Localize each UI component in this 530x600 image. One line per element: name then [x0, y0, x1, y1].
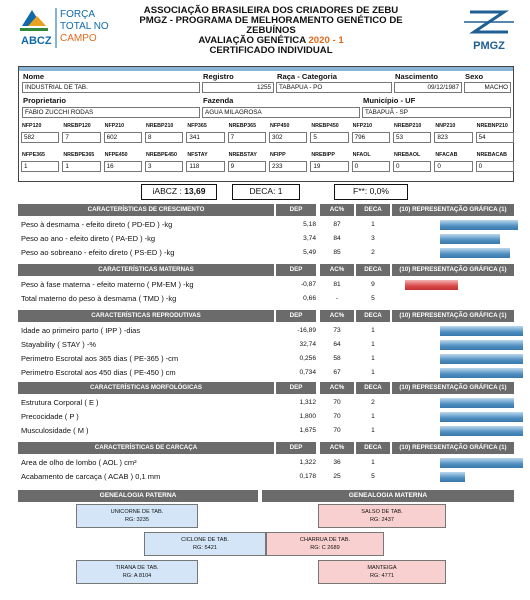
paternal-grandsire: UNICORNE DE TAB. RG: 3235: [76, 504, 198, 528]
trait-accuracy: 85: [333, 249, 341, 256]
count-label: NREBPE450: [146, 152, 177, 158]
nascimento-value: 09/12/1987: [394, 82, 462, 93]
trait-accuracy: 70: [333, 399, 341, 406]
trait-deca: 1: [371, 427, 375, 434]
proprietario-label: Proprietario: [23, 96, 67, 105]
association-name: ASSOCIAÇÃO BRASILEIRA DOS CRIADORES DE ZEBU: [143, 5, 399, 16]
count-value: 602: [104, 132, 142, 143]
trait-bar-positive: [440, 234, 500, 244]
trait-dep: 0,256: [299, 355, 316, 362]
trait-bar-positive: [440, 426, 523, 436]
trait-dep: 3,74: [303, 235, 316, 242]
dep-header: DEP: [276, 204, 316, 216]
trait-dep: 5,18: [303, 221, 316, 228]
ac-header: AC%: [320, 382, 354, 394]
trait-row: [18, 292, 514, 306]
section-header: [18, 310, 514, 322]
abcz-emblem-icon: [20, 10, 48, 31]
trait-deca: 5: [371, 295, 375, 302]
svg-text:PMGZ: PMGZ: [473, 40, 505, 52]
trait-row: [18, 352, 514, 366]
dep-header: DEP: [276, 310, 316, 322]
count-label: NNP210: [435, 123, 456, 129]
count-value: 823: [434, 132, 472, 143]
registro-value: 1255: [202, 82, 274, 93]
count-value: 16: [104, 161, 142, 172]
svg-text:CAMPO: CAMPO: [60, 33, 97, 44]
fazenda-value: AGUA MILAGROSA: [202, 107, 360, 118]
trait-deca: 2: [371, 399, 375, 406]
proprietario-value: FABIO ZUCCHI RODAS: [22, 107, 200, 118]
trait-deca: 5: [371, 473, 375, 480]
dep-header: DEP: [276, 382, 316, 394]
trait-deca: 1: [371, 413, 375, 420]
evaluation-title: AVALIAÇÃO GENÉTICA 2020 - 1: [198, 35, 344, 46]
count-label: NFIPP: [270, 152, 286, 158]
trait-name: Precocidade ( P ): [21, 412, 79, 421]
count-value: 54: [476, 132, 514, 143]
ac-header: AC%: [320, 310, 354, 322]
dep-header: DEP: [276, 442, 316, 454]
trait-name: Area de olho de lombo ( AOL ) cm²: [21, 458, 137, 467]
section-header: [18, 382, 514, 394]
trait-row: [18, 278, 514, 292]
count-label: NFPE450: [104, 152, 128, 158]
count-label: NFP120: [22, 123, 42, 129]
trait-accuracy: 58: [333, 355, 341, 362]
trait-dep: 5,49: [303, 249, 316, 256]
trait-dep: -0,87: [300, 281, 316, 288]
trait-dep: 0,734: [299, 369, 316, 376]
count-value: 0: [476, 161, 514, 172]
animal-info-panel: [18, 66, 514, 182]
trait-row: [18, 246, 514, 260]
trait-deca: 3: [371, 235, 375, 242]
dam: CHARRUA DE TAB. RG: C 2689: [266, 532, 384, 556]
trait-bar-positive: [440, 220, 518, 230]
count-value: 0: [393, 161, 431, 172]
accent-bar: [19, 67, 513, 71]
sexo-label: Sexo: [465, 72, 484, 81]
count-label: NFP210: [352, 123, 373, 129]
section-title: CARACTERÍSTICAS DE CARCAÇA: [18, 442, 274, 454]
certificate-header: [116, 6, 426, 56]
municipio-value: TABAPUÃ - SP: [362, 107, 511, 118]
deca-header: DECA: [356, 382, 390, 394]
svg-text:TOTAL NO: TOTAL NO: [60, 21, 109, 32]
trait-row: [18, 232, 514, 246]
genealogy-paternal-header: GENEALOGIA PATERNA: [18, 490, 258, 502]
abcz-logo: [18, 4, 118, 50]
svg-text:FORÇA: FORÇA: [60, 9, 95, 20]
genealogy-maternal-header: GENEALOGIA MATERNA: [262, 490, 514, 502]
count-value: 7: [62, 132, 100, 143]
count-value: 796: [352, 132, 390, 143]
trait-name: Idade ao primeiro parto ( IPP ) -dias: [21, 326, 141, 335]
ac-header: AC%: [320, 442, 354, 454]
trait-accuracy: 70: [333, 427, 341, 434]
certificate-title: CERTIFICADO INDIVIDUAL: [209, 45, 333, 56]
trait-row: [18, 338, 514, 352]
graph-header: (10) REPRESENTAÇÃO GRÁFICA (1): [392, 442, 514, 454]
abcz-wordmark: ABCZ: [21, 35, 52, 47]
registro-label: Registro: [203, 72, 234, 81]
trait-name: Estrutura Corporal ( E ): [21, 398, 99, 407]
count-label: NFPE365: [22, 152, 45, 158]
trait-dep: 1,322: [299, 459, 316, 466]
count-label: NFACAB: [435, 152, 458, 158]
trait-name: Musculosidade ( M ): [21, 426, 89, 435]
raca-value: TABAPUA - PO: [276, 82, 392, 93]
trait-row: [18, 324, 514, 338]
trait-accuracy: 25: [333, 473, 341, 480]
count-value: 302: [269, 132, 307, 143]
raca-label: Raça - Categoria: [277, 72, 337, 81]
trait-bar-positive: [440, 472, 465, 482]
count-value: 9: [228, 161, 266, 172]
trait-dep: 32,74: [299, 341, 316, 348]
section-header: [18, 204, 514, 216]
name-label: Nome: [23, 72, 45, 81]
trait-name: Total materno do peso à desmama ( TMD ) -kg: [21, 294, 177, 303]
paternal-granddam: TIRANA DE TAB. RG: A 8104: [76, 560, 198, 584]
trait-bar-positive: [440, 326, 523, 336]
trait-accuracy: 73: [333, 327, 341, 334]
section-header: [18, 442, 514, 454]
count-value: 1: [21, 161, 59, 172]
trait-row: [18, 424, 514, 438]
count-label: NREBACAB: [476, 152, 507, 158]
graph-header: (10) REPRESENTAÇÃO GRÁFICA (1): [392, 382, 514, 394]
trait-bar-positive: [440, 398, 514, 408]
trait-bar-positive: [440, 368, 523, 378]
trait-accuracy: 84: [333, 235, 341, 242]
section-title: CARACTERÍSTICAS REPRODUTIVAS: [18, 310, 274, 322]
graph-header: (10) REPRESENTAÇÃO GRÁFICA (1): [392, 204, 514, 216]
deca-summary: DECA: 1: [232, 184, 300, 200]
trait-dep: 1,312: [299, 399, 316, 406]
name-value: INDUSTRIAL DE TAB.: [22, 82, 200, 93]
trait-dep: 1,800: [299, 413, 316, 420]
trait-row: [18, 470, 514, 484]
count-label: NREBAOL: [394, 152, 421, 158]
trait-deca: 1: [371, 221, 375, 228]
trait-row: [18, 366, 514, 380]
count-label: NREBP120: [63, 123, 91, 129]
count-label: NREBP450: [311, 123, 339, 129]
count-label: NREBSTAY: [228, 152, 257, 158]
trait-bar-positive: [440, 354, 523, 364]
sexo-value: MACHO: [464, 82, 511, 93]
program-name: PMGZ - PROGRAMA DE MELHORAMENTO GENÉTICO DE ZEBUÍNOS: [139, 15, 403, 36]
trait-name: Peso à fase materna - efeito materno ( PM-EM ) -kg: [21, 280, 194, 289]
trait-accuracy: 36: [333, 459, 341, 466]
pmgz-logo: [460, 6, 518, 52]
fazenda-label: Fazenda: [203, 96, 234, 105]
section-title: CARACTERÍSTICAS MORFOLÓGICAS: [18, 382, 274, 394]
trait-deca: 1: [371, 459, 375, 466]
trait-accuracy: 70: [333, 413, 341, 420]
deca-header: DECA: [356, 310, 390, 322]
deca-header: DECA: [356, 442, 390, 454]
count-label: NFP210: [104, 123, 125, 129]
trait-accuracy: 64: [333, 341, 341, 348]
count-label: NREBP365: [228, 123, 257, 129]
trait-name: Peso ao ano - efeito direto ( PA-ED ) -kg: [21, 234, 156, 243]
section-title: CARACTERÍSTICAS DE CRESCIMENTO: [18, 204, 274, 216]
count-label: NFAOL: [352, 152, 371, 158]
count-value: 19: [310, 161, 348, 172]
ac-header: AC%: [320, 204, 354, 216]
count-value: 53: [393, 132, 431, 143]
trait-deca: 1: [371, 341, 375, 348]
trait-accuracy: -: [335, 295, 339, 302]
count-value: 7: [228, 132, 266, 143]
trait-dep: 1,675: [299, 427, 316, 434]
trait-bar-positive: [440, 340, 523, 350]
trait-deca: 1: [371, 369, 375, 376]
trait-name: Perimetro Escrotal aos 365 dias ( PE-365 ) -cm: [21, 354, 179, 363]
sire: CICLONE DE TAB. RG: 5421: [144, 532, 266, 556]
count-value: 3: [145, 161, 183, 172]
trait-dep: -16,89: [297, 327, 316, 334]
count-value: 233: [269, 161, 307, 172]
deca-header: DECA: [356, 264, 390, 276]
inbreeding-summary: F**: 0,0%: [334, 184, 408, 200]
pmgz-emblem-icon: [464, 12, 514, 32]
trait-name: Peso ao sobreano - efeito direto ( PS-ED ) -kg: [21, 248, 175, 257]
section-header: [18, 264, 514, 276]
trait-row: [18, 218, 514, 232]
trait-name: Acabamento de carcaça ( ACAB ) 0,1 mm: [21, 472, 161, 481]
ac-header: AC%: [320, 264, 354, 276]
maternal-granddam: MANTEIGA RG: 4771: [318, 560, 446, 584]
graph-header: (10) REPRESENTAÇÃO GRÁFICA (1): [392, 310, 514, 322]
maternal-grandsire: SALSO DE TAB. RG: 2437: [318, 504, 446, 528]
trait-accuracy: 67: [333, 369, 341, 376]
count-label: NFP365: [187, 123, 207, 129]
count-value: 1: [62, 161, 100, 172]
trait-name: Stayability ( STAY ) -%: [21, 340, 97, 349]
iabcz-index: iABCZ : 13,69: [141, 184, 217, 200]
municipio-label: Município - UF: [363, 96, 416, 105]
section-title: CARACTERÍSTICAS MATERNAS: [18, 264, 274, 276]
count-label: NREBPE365: [63, 152, 95, 158]
count-value: 582: [21, 132, 59, 143]
count-label: NREBNP210: [476, 123, 508, 129]
trait-deca: 2: [371, 249, 375, 256]
count-label: NREBP210: [394, 123, 422, 129]
count-label: NFSTAY: [187, 152, 208, 158]
count-value: 8: [145, 132, 183, 143]
trait-deca: 1: [371, 355, 375, 362]
trait-row: [18, 456, 514, 470]
trait-bar-positive: [440, 458, 523, 468]
trait-row: [18, 410, 514, 424]
nascimento-label: Nascimento: [395, 72, 439, 81]
trait-bar-positive: [440, 248, 510, 258]
dep-header: DEP: [276, 264, 316, 276]
trait-deca: 1: [371, 327, 375, 334]
trait-bar-negative: [405, 280, 458, 290]
count-value: 0: [434, 161, 472, 172]
count-value: 118: [186, 161, 224, 172]
count-value: 0: [352, 161, 390, 172]
trait-name: Peso à desmama - efeito direto ( PD-ED ) -kg: [21, 220, 173, 229]
trait-bar-positive: [440, 412, 523, 422]
trait-deca: 9: [371, 281, 375, 288]
count-label: NREBIPP: [311, 152, 335, 158]
count-value: 341: [186, 132, 224, 143]
graph-header: (10) REPRESENTAÇÃO GRÁFICA (1): [392, 264, 514, 276]
count-label: NREBP210: [146, 123, 174, 129]
trait-dep: 0,66: [303, 295, 316, 302]
count-label: NFP450: [270, 123, 290, 129]
trait-accuracy: 87: [333, 221, 341, 228]
deca-header: DECA: [356, 204, 390, 216]
count-value: 5: [310, 132, 348, 143]
trait-accuracy: 81: [333, 281, 341, 288]
evaluation-year: 2020 - 1: [308, 35, 344, 46]
trait-name: Perimetro Escrotal aos 450 dias ( PE-450 ) cm: [21, 368, 176, 377]
trait-dep: 0,178: [299, 473, 316, 480]
trait-row: [18, 396, 514, 410]
